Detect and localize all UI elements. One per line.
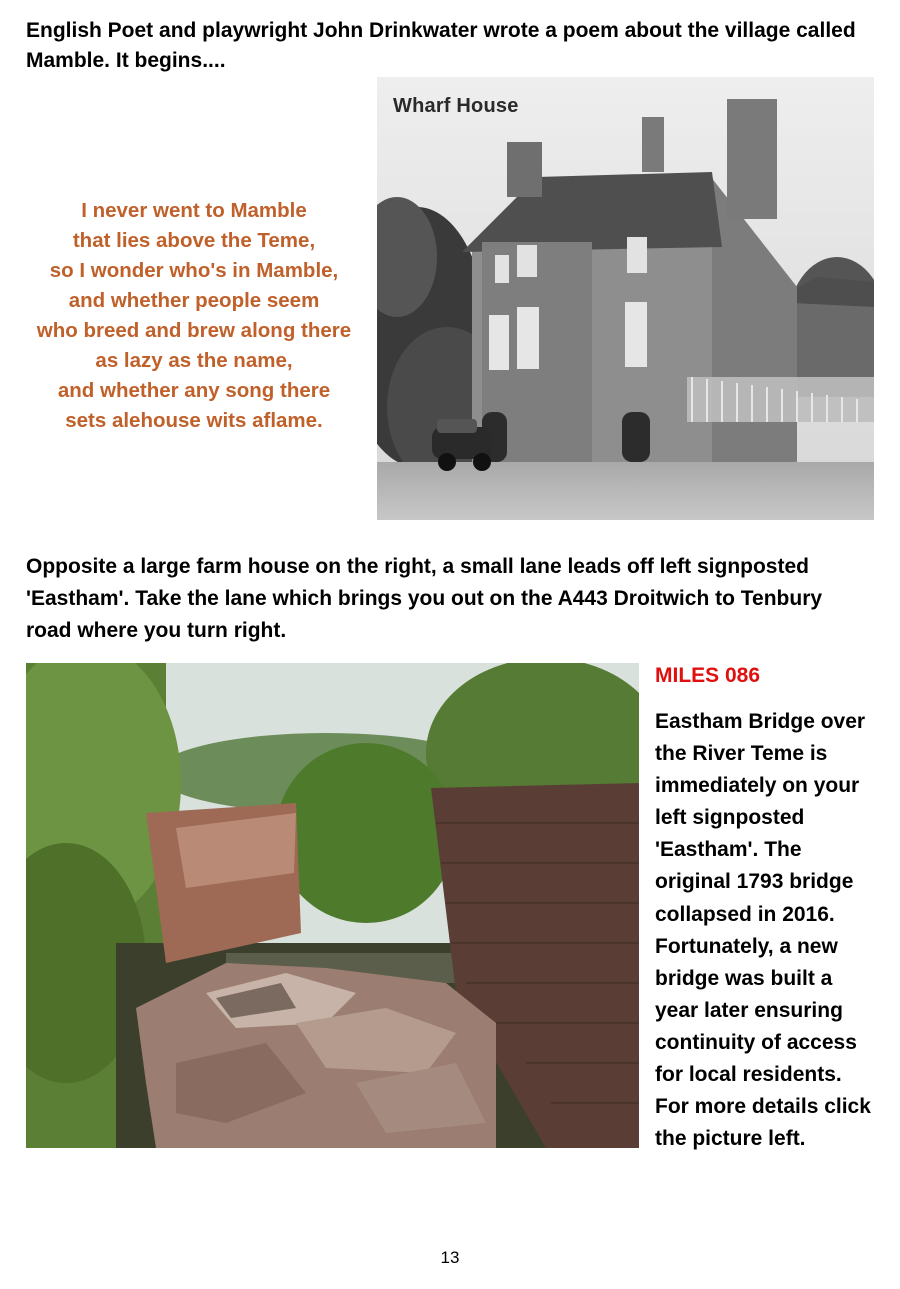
poem-excerpt — [20, 196, 368, 436]
wharf-house-photo — [377, 77, 874, 520]
poem-line: as lazy as the name, — [95, 349, 293, 372]
description-line: Fortunately, a new — [655, 934, 838, 958]
description-line: the picture left. — [655, 1127, 806, 1151]
description-line: for local residents. — [655, 1063, 842, 1087]
description-line: the River Teme is — [655, 742, 828, 766]
description-line: year later ensuring — [655, 998, 843, 1022]
collapsed-bridge-illustration — [26, 663, 639, 1148]
miles-sidebar — [655, 660, 885, 1155]
poem-line: and whether any song there — [57, 379, 331, 402]
page-number: 13 — [440, 1248, 460, 1267]
description-line: left signposted — [655, 806, 805, 830]
poem-line: that lies above the Teme, — [72, 229, 316, 252]
intro-line-2: Mamble. It begins.... — [26, 49, 226, 72]
directions-line-3: road where you turn right. — [26, 619, 287, 642]
description-line: Eastham Bridge over — [655, 710, 866, 733]
intro-paragraph — [26, 16, 878, 76]
description-line: collapsed in 2016. — [655, 902, 835, 926]
directions-line-2: 'Eastham'. Take the lane which brings you out on the A443 Droitwich to Tenbury — [26, 587, 823, 610]
description-line: For more details click — [655, 1095, 871, 1119]
eastham-bridge-photo-link[interactable] — [26, 663, 639, 1148]
description-line: bridge was built a — [655, 966, 833, 990]
wharf-photo-caption: Wharf House — [393, 95, 519, 117]
description-line: continuity of access — [655, 1030, 857, 1054]
intro-line-1: English Poet and playwright John Drinkwater wrote a poem about the village called — [26, 19, 856, 42]
description-line: 'Eastham'. The — [655, 838, 802, 862]
poem-line: I never went to Mamble — [81, 199, 307, 222]
directions-paragraph — [26, 551, 876, 647]
description-line: original 1793 bridge — [655, 870, 854, 894]
description-line: immediately on your — [655, 774, 860, 798]
wharf-house-illustration — [377, 77, 874, 520]
poem-line: and whether people seem — [68, 289, 320, 312]
miles-marker: MILES 086 — [655, 664, 761, 687]
directions-line-1: Opposite a large farm house on the right, a small lane leads off left signposted — [26, 555, 809, 578]
poem-line: so I wonder who's in Mamble, — [49, 259, 339, 282]
poem-line: sets alehouse wits aflame. — [65, 409, 323, 432]
poem-line: who breed and brew along there — [36, 319, 352, 342]
bridge-description — [655, 706, 885, 1155]
